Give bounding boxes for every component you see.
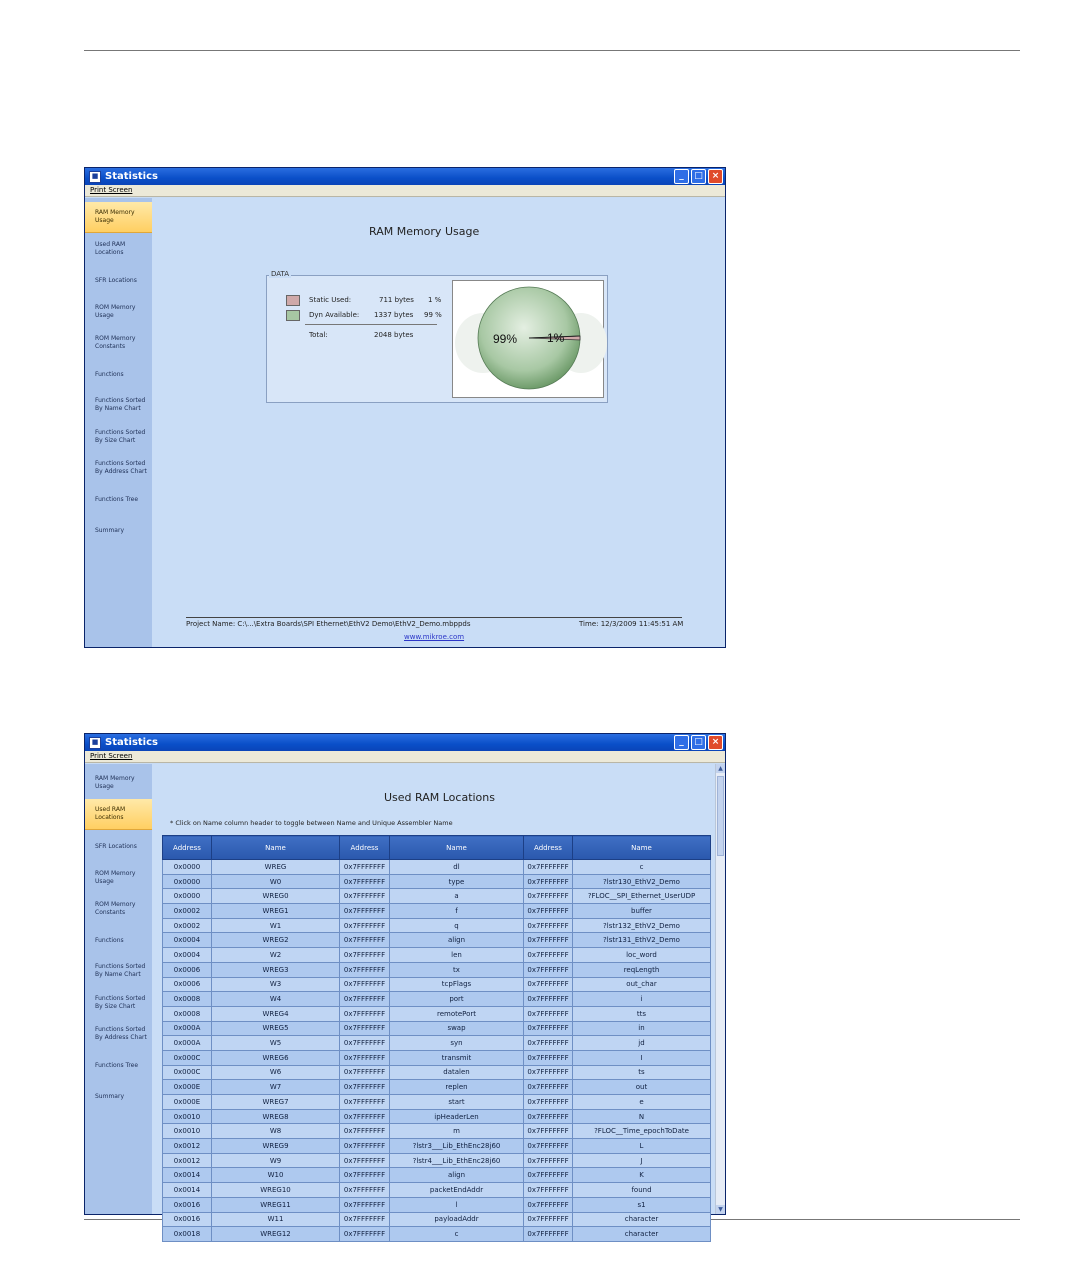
name-cell: W8	[212, 1124, 340, 1139]
name-cell: type	[390, 874, 524, 889]
name-cell: ?FLOC__SPI_Ethernet_UserUDP	[573, 889, 711, 904]
address-cell: 0x7FFFFFFF	[524, 904, 573, 919]
ram-usage-panel	[152, 198, 725, 647]
address-cell: 0x7FFFFFFF	[524, 860, 573, 875]
name-cell: e	[573, 1095, 711, 1110]
table-row[interactable]	[163, 948, 711, 963]
page-top-rule	[84, 50, 1020, 51]
scrollbar-thumb[interactable]	[717, 776, 724, 856]
minimize-button[interactable]: _	[674, 169, 689, 184]
name-cell: K	[573, 1168, 711, 1183]
address-cell: 0x7FFFFFFF	[524, 1050, 573, 1065]
name-cell: remotePort	[390, 1006, 524, 1021]
close-button[interactable]: ×	[708, 735, 723, 750]
address-cell: 0x7FFFFFFF	[524, 1153, 573, 1168]
scroll-up-arrow-icon[interactable]: ▲	[716, 764, 725, 773]
table-row[interactable]	[163, 1021, 711, 1036]
window-title: Statistics	[105, 737, 158, 748]
name-cell: a	[390, 889, 524, 904]
table-row[interactable]	[163, 1124, 711, 1139]
name-cell: WREG3	[212, 962, 340, 977]
name-cell: ts	[573, 1065, 711, 1080]
table-row[interactable]	[163, 1153, 711, 1168]
name-cell: syn	[390, 1036, 524, 1051]
ram-pie-chart	[453, 281, 603, 397]
sidebar-item-sfr-locations[interactable]: SFR Locations	[95, 277, 137, 284]
sidebar-item-ram-memory-usage[interactable]: RAM Memory Usage	[95, 775, 135, 790]
dyn-available-swatch	[286, 310, 300, 321]
pie-label-static: 1%	[547, 331, 565, 345]
sidebar-item-functions-tree[interactable]: Functions Tree	[95, 496, 139, 503]
table-row[interactable]	[163, 860, 711, 875]
address-cell: 0x0010	[163, 1124, 212, 1139]
window-client	[85, 764, 725, 1239]
table-row[interactable]	[163, 933, 711, 948]
address-cell: 0x7FFFFFFF	[524, 1109, 573, 1124]
address-cell: 0x0008	[163, 992, 212, 1007]
name-cell: port	[390, 992, 524, 1007]
name-cell: s1	[573, 1197, 711, 1212]
address-cell: 0x7FFFFFFF	[524, 1227, 573, 1242]
name-cell: L	[573, 1139, 711, 1154]
sidebar-item-rom-memory-usage[interactable]: ROM Memory Usage	[95, 304, 136, 319]
address-cell: 0x7FFFFFFF	[340, 977, 390, 992]
name-cell: character	[573, 1227, 711, 1242]
name-cell: payloadAddr	[390, 1212, 524, 1227]
name-cell: W9	[212, 1153, 340, 1168]
name-cell: swap	[390, 1021, 524, 1036]
address-cell: 0x7FFFFFFF	[340, 1183, 390, 1198]
address-cell: 0x7FFFFFFF	[524, 1168, 573, 1183]
address-cell: 0x7FFFFFFF	[524, 992, 573, 1007]
name-cell: W0	[212, 874, 340, 889]
name-cell: W4	[212, 992, 340, 1007]
project-name: Project Name: C:\...\Extra Boards\SPI Ethernet\EthV2 Demo\EthV2_Demo.mbppds	[186, 620, 471, 628]
sidebar-item-functions-sorted-by-size[interactable]: Functions Sorted By Size Chart	[95, 995, 146, 1010]
address-cell: 0x000A	[163, 1021, 212, 1036]
address-cell: 0x7FFFFFFF	[524, 933, 573, 948]
address-cell: 0x7FFFFFFF	[340, 1212, 390, 1227]
address-cell: 0x7FFFFFFF	[340, 1109, 390, 1124]
address-cell: 0x000C	[163, 1065, 212, 1080]
name-cell: W11	[212, 1212, 340, 1227]
table-row[interactable]	[163, 918, 711, 933]
name-cell: ?FLOC__Time_epochToDate	[573, 1124, 711, 1139]
address-cell: 0x000A	[163, 1036, 212, 1051]
address-cell: 0x7FFFFFFF	[340, 1021, 390, 1036]
name-cell: W3	[212, 977, 340, 992]
name-cell: WREG5	[212, 1021, 340, 1036]
address-cell: 0x7FFFFFFF	[340, 1065, 390, 1080]
name-cell: transmit	[390, 1050, 524, 1065]
scroll-down-arrow-icon[interactable]: ▼	[716, 1205, 725, 1214]
total-value: 2048 bytes	[374, 331, 414, 339]
sidebar-item-functions-tree[interactable]: Functions Tree	[95, 1062, 139, 1069]
table-row[interactable]	[163, 1168, 711, 1183]
address-cell: 0x7FFFFFFF	[524, 1139, 573, 1154]
address-cell: 0x7FFFFFFF	[524, 918, 573, 933]
name-cell: buffer	[573, 904, 711, 919]
address-cell: 0x7FFFFFFF	[524, 874, 573, 889]
column-header-address[interactable]: Address	[163, 836, 212, 860]
page-title: Used RAM Locations	[384, 791, 495, 804]
table-row[interactable]	[163, 1036, 711, 1051]
sidebar-item-functions[interactable]: Functions	[95, 937, 124, 944]
name-cell: packetEndAddr	[390, 1183, 524, 1198]
table-row[interactable]	[163, 977, 711, 992]
total-divider	[305, 324, 437, 325]
name-cell: WREG12	[212, 1227, 340, 1242]
address-cell: 0x7FFFFFFF	[524, 1006, 573, 1021]
address-cell: 0x7FFFFFFF	[340, 1036, 390, 1051]
address-cell: 0x0004	[163, 933, 212, 948]
address-cell: 0x7FFFFFFF	[340, 1006, 390, 1021]
address-cell: 0x0000	[163, 874, 212, 889]
table-header-row	[163, 836, 711, 860]
name-cell: W6	[212, 1065, 340, 1080]
sidebar-item-functions-sorted-by-address[interactable]: Functions Sorted By Address Chart	[95, 460, 147, 475]
name-cell: l	[390, 1197, 524, 1212]
address-cell: 0x7FFFFFFF	[340, 1168, 390, 1183]
name-cell: dl	[390, 860, 524, 875]
vertical-scrollbar[interactable]	[715, 764, 725, 1214]
name-cell: WREG8	[212, 1109, 340, 1124]
address-cell: 0x0012	[163, 1139, 212, 1154]
address-cell: 0x7FFFFFFF	[340, 1095, 390, 1110]
table-row[interactable]	[163, 1050, 711, 1065]
name-cell: tts	[573, 1006, 711, 1021]
address-cell: 0x0002	[163, 904, 212, 919]
sidebar-item-sfr-locations[interactable]: SFR Locations	[95, 843, 137, 850]
name-cell: q	[390, 918, 524, 933]
maximize-button[interactable]: □	[691, 169, 706, 184]
name-cell: c	[573, 860, 711, 875]
table-row[interactable]	[163, 1109, 711, 1124]
address-cell: 0x7FFFFFFF	[340, 1080, 390, 1095]
table-body	[163, 860, 711, 1242]
address-cell: 0x0016	[163, 1197, 212, 1212]
name-cell: start	[390, 1095, 524, 1110]
name-cell: f	[390, 904, 524, 919]
name-cell: WREG1	[212, 904, 340, 919]
name-cell: replen	[390, 1080, 524, 1095]
sidebar	[85, 764, 152, 1214]
name-cell: WREG6	[212, 1050, 340, 1065]
address-cell: 0x0004	[163, 948, 212, 963]
address-cell: 0x7FFFFFFF	[340, 874, 390, 889]
table-row[interactable]	[163, 1065, 711, 1080]
address-cell: 0x7FFFFFFF	[524, 1197, 573, 1212]
table-row[interactable]	[163, 1006, 711, 1021]
name-cell: ?lstr132_EthV2_Demo	[573, 918, 711, 933]
sidebar-item-rom-memory-usage[interactable]: ROM Memory Usage	[95, 870, 136, 885]
address-cell: 0x7FFFFFFF	[340, 1050, 390, 1065]
address-cell: 0x0006	[163, 977, 212, 992]
sidebar-item-summary[interactable]: Summary	[95, 1093, 124, 1100]
address-cell: 0x000E	[163, 1095, 212, 1110]
name-cell: out_char	[573, 977, 711, 992]
table-row[interactable]	[163, 1139, 711, 1154]
sidebar-item-used-ram-locations[interactable]: Used RAM Locations	[85, 799, 152, 830]
dyn-available-label: Dyn Available:	[309, 311, 360, 319]
statistics-window-used-ram	[84, 733, 726, 1239]
name-cell: WREG7	[212, 1095, 340, 1110]
ram-locations-table	[162, 835, 711, 1242]
name-cell: WREG2	[212, 933, 340, 948]
name-cell: ?lstr131_EthV2_Demo	[573, 933, 711, 948]
window-client	[85, 198, 725, 647]
name-cell: datalen	[390, 1065, 524, 1080]
name-cell: ipHeaderLen	[390, 1109, 524, 1124]
name-cell: WREG11	[212, 1197, 340, 1212]
name-cell: len	[390, 948, 524, 963]
table-row[interactable]	[163, 1080, 711, 1095]
address-cell: 0x0016	[163, 1212, 212, 1227]
address-cell: 0x7FFFFFFF	[340, 962, 390, 977]
name-cell: WREG9	[212, 1139, 340, 1154]
address-cell: 0x7FFFFFFF	[524, 948, 573, 963]
table-row[interactable]	[163, 992, 711, 1007]
table-row[interactable]	[163, 1227, 711, 1242]
menu-print-screen[interactable]: Print Screen	[90, 186, 133, 194]
table-row[interactable]	[163, 1183, 711, 1198]
pie-label-dyn: 99%	[493, 332, 518, 346]
table-row[interactable]	[163, 1095, 711, 1110]
name-cell: W5	[212, 1036, 340, 1051]
name-cell: I	[573, 1050, 711, 1065]
table-row[interactable]	[163, 1212, 711, 1227]
address-cell: 0x0014	[163, 1168, 212, 1183]
app-icon: ■	[89, 171, 101, 183]
address-cell: 0x0008	[163, 1006, 212, 1021]
menu-bar	[85, 751, 725, 763]
mikroe-link[interactable]: www.mikroe.com	[404, 633, 465, 641]
address-cell: 0x7FFFFFFF	[524, 1065, 573, 1080]
sidebar-item-summary[interactable]: Summary	[95, 527, 124, 534]
address-cell: 0x0010	[163, 1109, 212, 1124]
minimize-button[interactable]: _	[674, 735, 689, 750]
data-group-legend: DATA	[271, 270, 290, 278]
address-cell: 0x7FFFFFFF	[524, 1080, 573, 1095]
sidebar-item-functions-sorted-by-size[interactable]: Functions Sorted By Size Chart	[95, 429, 146, 444]
column-header-address[interactable]: Address	[340, 836, 390, 860]
address-cell: 0x000C	[163, 1050, 212, 1065]
name-cell: loc_word	[573, 948, 711, 963]
dyn-available-value: 1337 bytes	[374, 311, 414, 319]
name-cell: ?lstr3___Lib_EthEnc28j60	[390, 1139, 524, 1154]
name-cell: found	[573, 1183, 711, 1198]
address-cell: 0x7FFFFFFF	[524, 1095, 573, 1110]
address-cell: 0x0000	[163, 860, 212, 875]
name-cell: WREG10	[212, 1183, 340, 1198]
address-cell: 0x0002	[163, 918, 212, 933]
static-used-percent: 1 %	[428, 296, 442, 304]
address-cell: 0x7FFFFFFF	[340, 860, 390, 875]
address-cell: 0x7FFFFFFF	[340, 1227, 390, 1242]
address-cell: 0x7FFFFFFF	[524, 1036, 573, 1051]
name-cell: J	[573, 1153, 711, 1168]
name-cell: tcpFlags	[390, 977, 524, 992]
window-title: Statistics	[105, 171, 158, 182]
address-cell: 0x7FFFFFFF	[340, 889, 390, 904]
column-header-name[interactable]: Name	[390, 836, 524, 860]
address-cell: 0x000E	[163, 1080, 212, 1095]
address-cell: 0x7FFFFFFF	[524, 1212, 573, 1227]
page-title: RAM Memory Usage	[369, 225, 480, 238]
report-time: Time: 12/3/2009 11:45:51 AM	[579, 620, 684, 628]
address-cell: 0x7FFFFFFF	[340, 1197, 390, 1212]
address-cell: 0x0014	[163, 1183, 212, 1198]
name-cell: character	[573, 1212, 711, 1227]
dyn-available-percent: 99 %	[424, 311, 442, 319]
address-cell: 0x7FFFFFFF	[340, 933, 390, 948]
address-cell: 0x0018	[163, 1227, 212, 1242]
name-cell: W2	[212, 948, 340, 963]
sidebar-item-functions-sorted-by-name[interactable]: Functions Sorted By Name Chart	[95, 963, 146, 978]
table-row[interactable]	[163, 904, 711, 919]
name-cell: out	[573, 1080, 711, 1095]
name-cell: jd	[573, 1036, 711, 1051]
address-cell: 0x7FFFFFFF	[524, 1124, 573, 1139]
window-titlebar[interactable]	[85, 168, 725, 185]
column-header-name[interactable]: Name	[212, 836, 340, 860]
address-cell: 0x7FFFFFFF	[340, 948, 390, 963]
address-cell: 0x7FFFFFFF	[340, 1153, 390, 1168]
address-cell: 0x0006	[163, 962, 212, 977]
name-cell: W7	[212, 1080, 340, 1095]
window-titlebar[interactable]	[85, 734, 725, 751]
static-used-swatch	[286, 295, 300, 306]
name-cell: i	[573, 992, 711, 1007]
sidebar	[85, 198, 152, 647]
address-cell: 0x7FFFFFFF	[524, 1021, 573, 1036]
column-header-name[interactable]: Name	[573, 836, 711, 860]
close-button[interactable]: ×	[708, 169, 723, 184]
table-row[interactable]	[163, 962, 711, 977]
address-cell: 0x7FFFFFFF	[524, 889, 573, 904]
static-used-label: Static Used:	[309, 296, 352, 304]
used-ram-panel	[152, 764, 725, 1239]
table-row[interactable]	[163, 1197, 711, 1212]
sidebar-item-ram-memory-usage[interactable]: RAM Memory Usage	[85, 202, 152, 233]
sidebar-item-functions-sorted-by-name[interactable]: Functions Sorted By Name Chart	[95, 397, 146, 412]
sidebar-item-functions-sorted-by-address[interactable]: Functions Sorted By Address Chart	[95, 1026, 147, 1041]
address-cell: 0x7FFFFFFF	[340, 1139, 390, 1154]
address-cell: 0x7FFFFFFF	[340, 904, 390, 919]
address-cell: 0x7FFFFFFF	[340, 1124, 390, 1139]
name-cell: W10	[212, 1168, 340, 1183]
name-cell: in	[573, 1021, 711, 1036]
name-cell: reqLength	[573, 962, 711, 977]
name-cell: align	[390, 1168, 524, 1183]
footer-divider	[186, 617, 682, 618]
address-cell: 0x7FFFFFFF	[524, 1183, 573, 1198]
address-cell: 0x7FFFFFFF	[524, 977, 573, 992]
name-cell: ?lstr4___Lib_EthEnc28j60	[390, 1153, 524, 1168]
address-cell: 0x7FFFFFFF	[340, 992, 390, 1007]
name-cell: W1	[212, 918, 340, 933]
menu-bar	[85, 185, 725, 197]
address-cell: 0x7FFFFFFF	[340, 918, 390, 933]
name-cell: WREG4	[212, 1006, 340, 1021]
name-cell: m	[390, 1124, 524, 1139]
table-row[interactable]	[163, 874, 711, 889]
address-cell: 0x0000	[163, 889, 212, 904]
total-label: Total:	[309, 331, 328, 339]
name-cell: ?lstr130_EthV2_Demo	[573, 874, 711, 889]
table-row[interactable]	[163, 889, 711, 904]
sidebar-item-rom-memory-constants[interactable]: ROM Memory Constants	[95, 901, 136, 916]
name-cell: align	[390, 933, 524, 948]
pie-chart-panel	[452, 280, 604, 398]
sidebar-item-functions[interactable]: Functions	[95, 371, 124, 378]
sidebar-item-rom-memory-constants[interactable]: ROM Memory Constants	[95, 335, 136, 350]
column-toggle-note: * Click on Name column header to toggle between Name and Unique Assembler Name	[170, 819, 453, 827]
name-cell: WREG0	[212, 889, 340, 904]
menu-print-screen[interactable]: Print Screen	[90, 752, 133, 760]
name-cell: WREG	[212, 860, 340, 875]
address-cell: 0x7FFFFFFF	[524, 962, 573, 977]
app-icon: ■	[89, 737, 101, 749]
column-header-address[interactable]: Address	[524, 836, 573, 860]
maximize-button[interactable]: □	[691, 735, 706, 750]
sidebar-item-used-ram-locations[interactable]: Used RAM Locations	[95, 241, 126, 256]
statistics-window-ram-usage	[84, 167, 726, 648]
name-cell: tx	[390, 962, 524, 977]
address-cell: 0x0012	[163, 1153, 212, 1168]
name-cell: c	[390, 1227, 524, 1242]
name-cell: N	[573, 1109, 711, 1124]
static-used-value: 711 bytes	[379, 296, 414, 304]
